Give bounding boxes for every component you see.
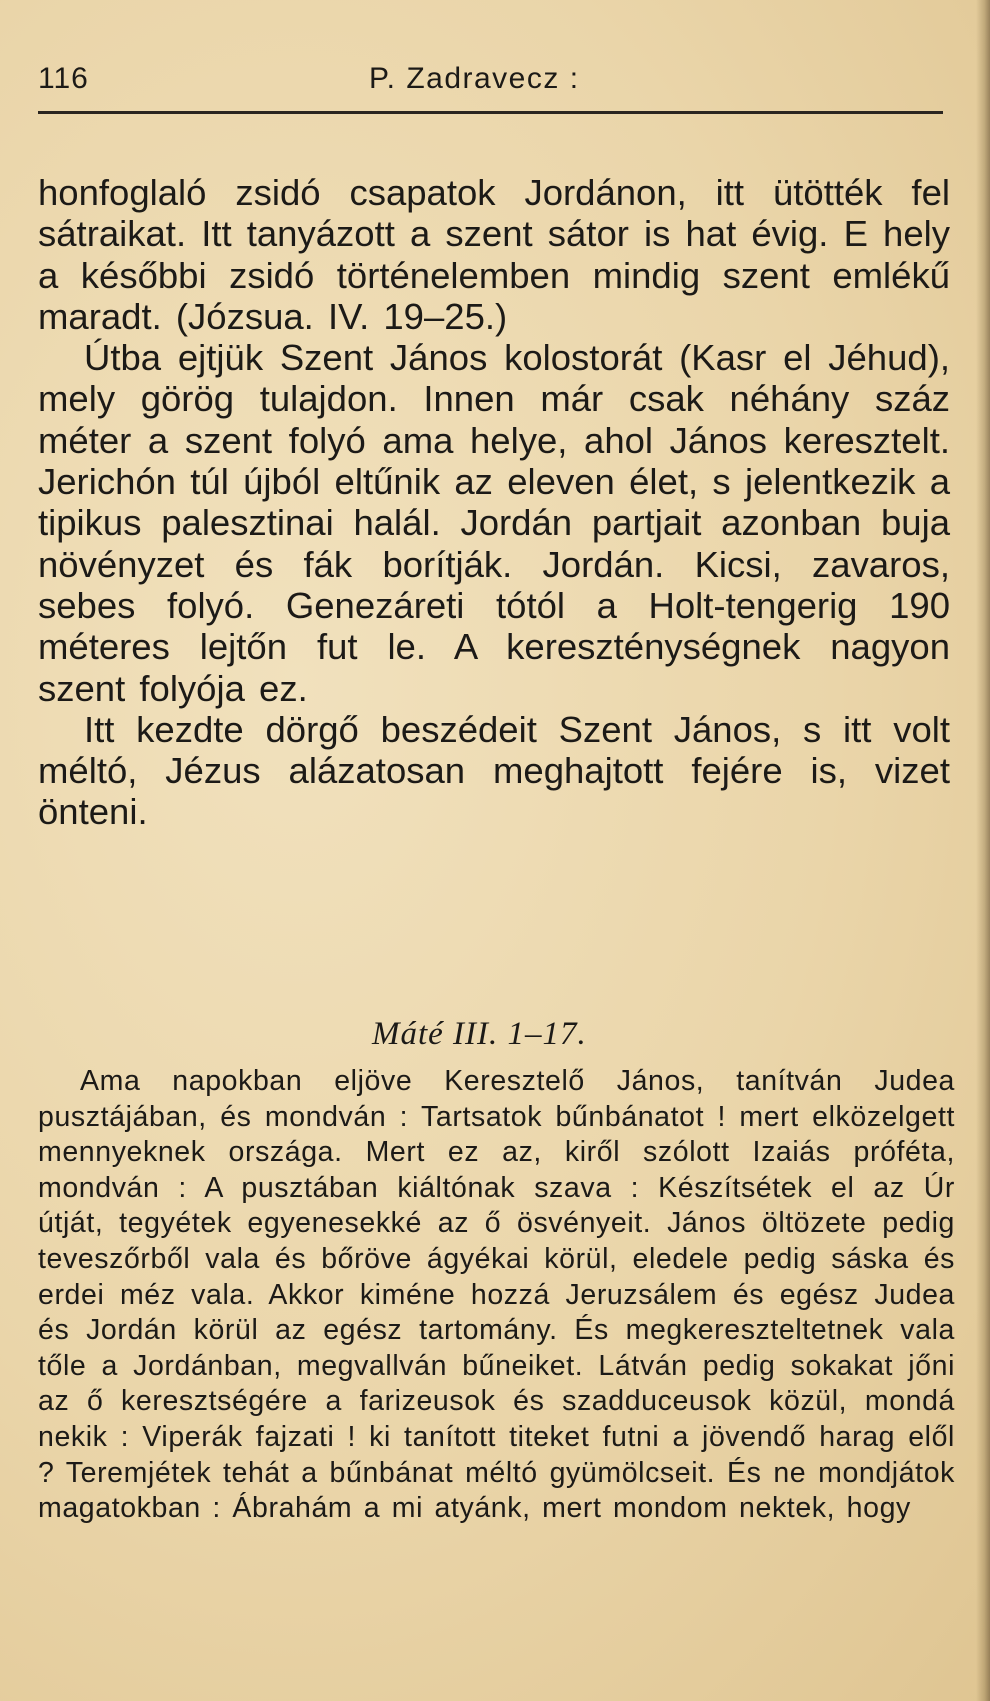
paragraph: Itt kezdte dörgő beszédeit Szent János, s itt volt méltó, Jézus alázatosan meghajtott fejére is, vizet önteni. <box>38 708 950 833</box>
paragraph: honfoglaló zsidó csapatok Jordánon, itt ütötték fel sátraikat. Itt tanyázott a szent sátor is hat évig. E hely a későbbi zsidó történelemben mindig szent emlékű maradt. (Józsua. IV. 19–25.) <box>38 172 950 337</box>
scripture-citation: Máté III. 1–17. <box>372 1016 587 1052</box>
scripture-quote <box>38 1064 955 1527</box>
page-number: 116 <box>38 62 89 95</box>
page-edge-shadow <box>976 0 990 1701</box>
running-title: P. Zadravecz : <box>369 62 580 95</box>
main-text <box>38 172 950 833</box>
page-header <box>38 62 958 106</box>
paragraph: Útba ejtjük Szent János kolostorát (Kasr el Jéhud), mely görög tulajdon. Innen már csak néhány száz méter a szent folyó ama helye, ahol János keresztelt. Jerichón túl újból eltűnik az eleven élet, s jelentkezik a tipikus palesztinai halál. Jordán partjait azonban buja növényzet és fák borítják. Jordán. Kicsi, zavaros, sebes folyó. Genezáreti tótól a Holt-tengerig 190 méteres lejtőn fut le. A kereszténységnek nagyon szent folyója ez. <box>38 337 950 709</box>
header-rule <box>38 111 943 114</box>
quote-paragraph: Ama napokban eljöve Keresztelő János, tanítván Judea pusztájában, és mondván : Tartsatok bűnbánatot ! mert elközelgett mennyeknek országa. Mert ez az, kiről szólott Izaiás próféta, mondván : A pusztában kiáltónak szava : Készítsétek el az Úr útját, tegyétek egyenesekké az ő ösvényeit. János öltözete pedig teveszőrből vala és bőröve ágyékai körül, eledele pedig sáska és erdei méz vala. Akkor kiméne hozzá Jeruzsálem és egész Judea és Jordán körül az egész tartomány. És megkereszteltetnek vala tőle a Jordánban, megvallván bűneiket. Látván pedig sokakat jőni az ő keresztségére a farizeusok és szadduceusok közül, mondá nekik : Viperák fajzati ! ki tanított titeket futni a jövendő harag elől ? Teremjétek tehát a bűnbánat méltó gyümölcseit. És ne mondjátok magatokban : Ábrahám a mi atyánk, mert mondom nektek, hogy <box>38 1065 955 1525</box>
